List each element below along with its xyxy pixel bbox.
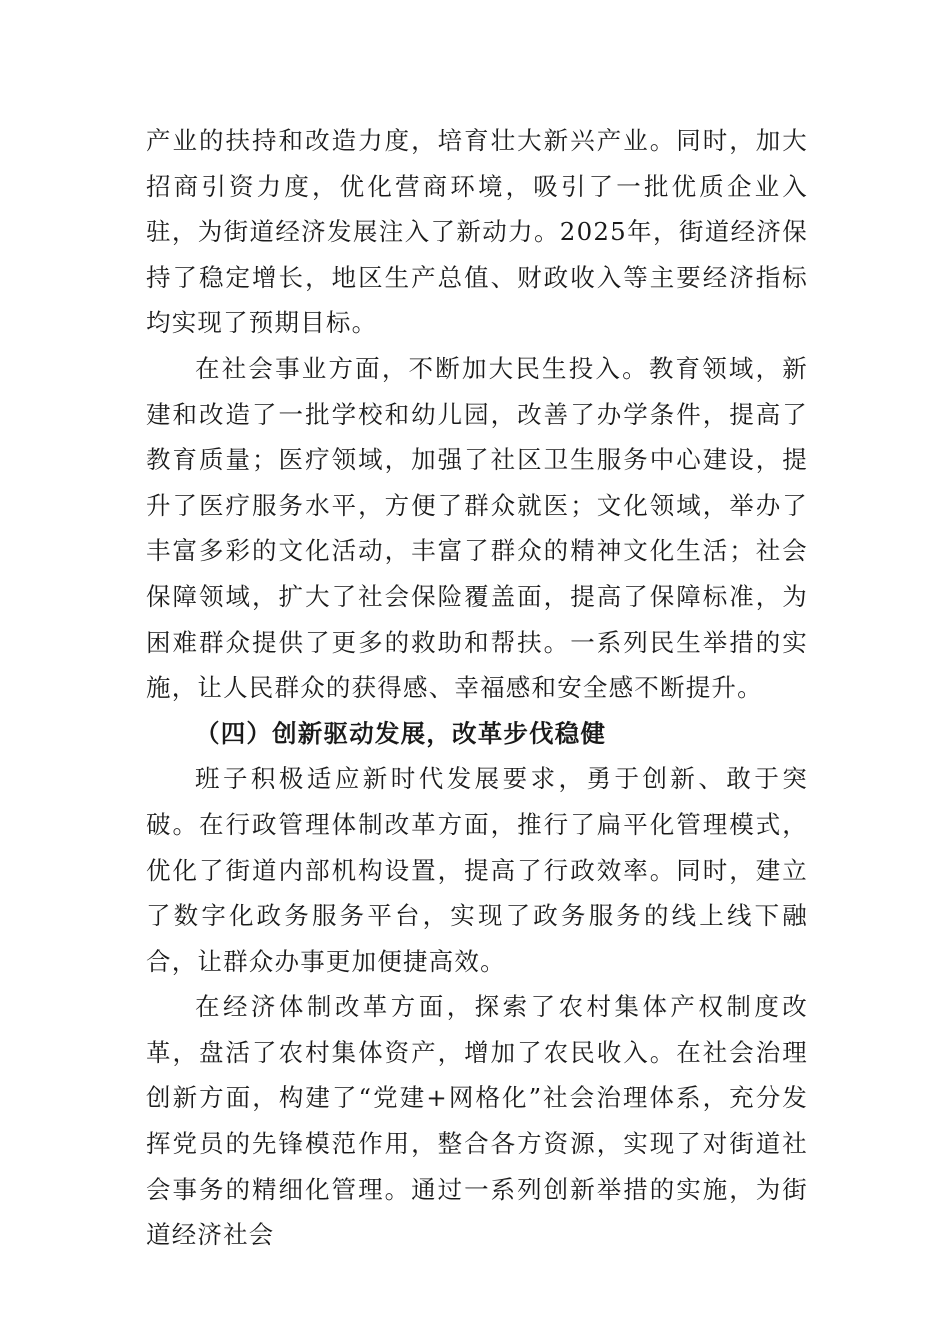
- paragraph-economic-reform: 在经济体制改革方面，探索了农村集体产权制度改革，盘活了农村集体资产，增加了农民收入。在社会治理创新方面，构建了“党建+网格化”社会治理体系，充分发挥党员的先锋模范作用，整合各方资源，实现了对街道社会事务的精细化管理。通过一系列创新举措的实施，为街道经济社会: [146, 992, 808, 1250]
- paragraph-administrative-reform: 班子积极适应新时代发展要求，勇于创新、敢于突破。在行政管理体制改革方面，推行了扁平化管理模式，优化了街道内部机构设置，提高了行政效率。同时，建立了数字化政务服务平台，实现了政务服务的线上线下融合，让群众办事更加便捷高效。: [146, 764, 808, 976]
- paragraph-social-undertakings: 在社会事业方面，不断加大民生投入。教育领域，新建和改造了一批学校和幼儿园，改善了办学条件，提高了教育质量；医疗领域，加强了社区卫生服务中心建设，提升了医疗服务水平，方便了群众就医；文化领域，举办了丰富多彩的文化活动，丰富了群众的精神文化生活；社会保障领域，扩大了社会保险覆盖面，提高了保障标准，为困难群众提供了更多的救助和帮扶。一系列民生举措的实施，让人民群众的获得感、幸福感和安全感不断提升。: [146, 353, 808, 703]
- paragraph-economy-continued: 产业的扶持和改造力度，培育壮大新兴产业。同时，加大招商引资力度，优化营商环境，吸引了一批优质企业入驻，为街道经济发展注入了新动力。2025年，街道经济保持了稳定增长，地区生产总值、财政收入等主要经济指标均实现了预期目标。: [146, 126, 808, 338]
- section-heading-innovation: （四）创新驱动发展，改革步伐稳健: [195, 718, 607, 748]
- document-body: [146, 118, 808, 1258]
